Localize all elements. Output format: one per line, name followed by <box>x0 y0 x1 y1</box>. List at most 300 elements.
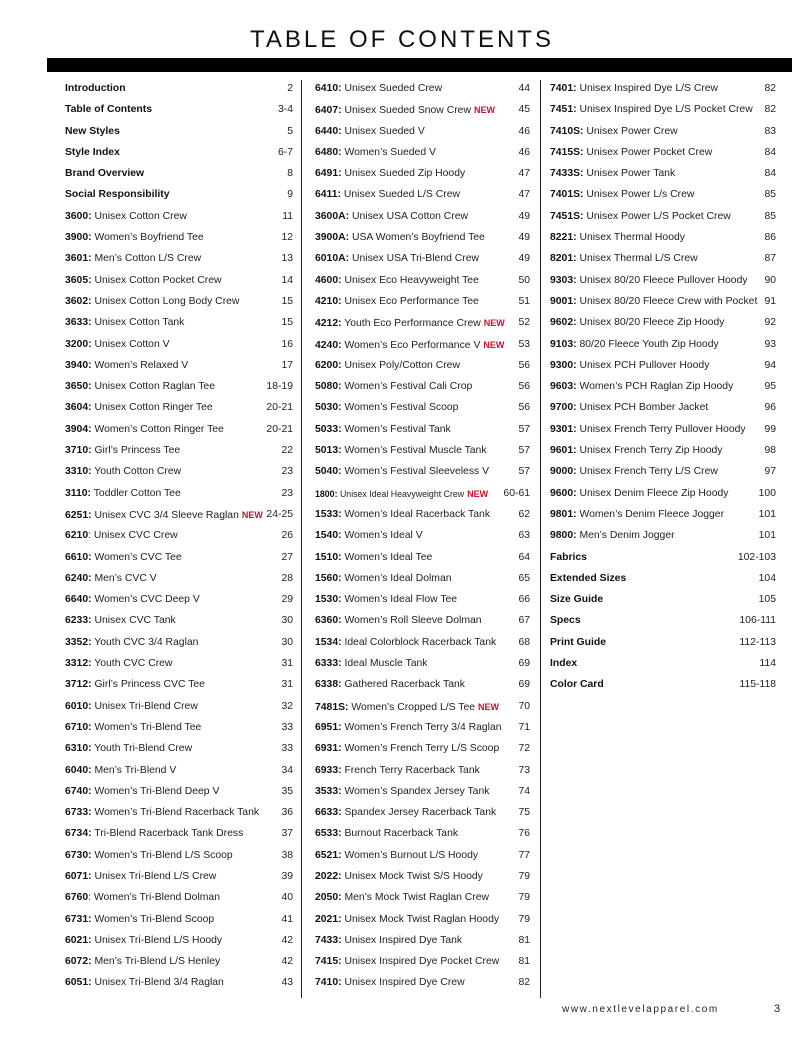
style-name: Unisex Sueded Zip Hoody <box>341 168 466 180</box>
toc-column-2 <box>315 80 530 996</box>
style-name: Women’s CVC Deep V <box>91 594 200 606</box>
toc-style-entry[interactable] <box>65 357 293 378</box>
style-code: 7401S: <box>550 189 584 201</box>
style-name: Women’s French Terry L/S Scoop <box>341 743 500 755</box>
toc-style-entry[interactable] <box>315 889 530 910</box>
style-code: 6360: <box>315 615 342 627</box>
new-badge: NEW <box>478 701 500 712</box>
style-code: 6640: <box>65 594 92 606</box>
style-name: Unisex USA Tri-Blend Crew <box>349 253 480 265</box>
style-name: Unisex Inspired Dye Pocket Crew <box>341 956 500 968</box>
page-ref: 40 <box>281 892 293 904</box>
toc-entry-label <box>315 612 482 630</box>
page-ref: 23 <box>281 466 293 478</box>
toc-style-entry[interactable] <box>315 932 530 953</box>
page-ref: 17 <box>281 359 293 371</box>
style-code: 3600A: <box>315 210 350 222</box>
page-ref: 51 <box>518 295 530 307</box>
toc-style-entry[interactable] <box>65 804 293 825</box>
page-ref: 57 <box>518 445 530 457</box>
style-name: Unisex PCH Bomber Jacket <box>576 402 709 414</box>
section-title: Extended Sizes <box>550 572 627 584</box>
toc-entry-label <box>65 868 216 886</box>
style-code: 7415S: <box>550 146 584 158</box>
toc-style-entry[interactable] <box>65 974 293 995</box>
style-name: Women’s PCH Raglan Zip Hoody <box>576 381 734 393</box>
page-ref: 26 <box>281 530 293 542</box>
toc-style-entry[interactable] <box>550 527 776 548</box>
toc-style-entry[interactable] <box>550 186 776 207</box>
toc-entry-label <box>65 527 178 545</box>
toc-entry-label <box>315 889 489 907</box>
toc-section-entry[interactable] <box>550 634 776 655</box>
page-ref: 50 <box>518 274 530 286</box>
toc-column-1 <box>65 80 293 996</box>
section-title: Table of Contents <box>65 104 152 116</box>
footer-url[interactable]: www.nextlevelapparel.com <box>562 1004 719 1015</box>
style-name: Women’s Spandex Jersey Tank <box>341 785 490 797</box>
toc-style-entry[interactable] <box>315 911 530 932</box>
toc-entry-label <box>65 293 239 311</box>
toc-style-entry[interactable] <box>550 442 776 463</box>
style-code: 9103: <box>550 338 577 350</box>
toc-entry-label <box>315 186 460 204</box>
toc-entry-label <box>315 506 490 524</box>
toc-style-entry[interactable] <box>550 123 776 144</box>
toc-style-entry[interactable] <box>550 506 776 527</box>
toc-entry-label <box>65 165 144 183</box>
style-name: Unisex Cotton Ringer Tee <box>91 402 213 414</box>
style-code: 7433S: <box>550 168 584 180</box>
page-ref: 56 <box>518 359 530 371</box>
toc-style-entry[interactable] <box>315 506 530 527</box>
style-code: 6734: <box>65 828 92 840</box>
toc-style-entry[interactable] <box>315 676 530 697</box>
toc-style-entry[interactable] <box>315 570 530 591</box>
style-name: Unisex Sueded L/S Crew <box>341 189 460 201</box>
page-ref: 82 <box>518 977 530 989</box>
toc-style-entry[interactable] <box>315 953 530 974</box>
toc-style-entry[interactable] <box>315 740 530 761</box>
toc-style-entry[interactable] <box>65 314 293 335</box>
toc-style-entry[interactable] <box>65 549 293 570</box>
toc-style-entry[interactable] <box>65 612 293 633</box>
page-ref: 9 <box>287 189 293 201</box>
toc-style-entry[interactable] <box>65 868 293 889</box>
toc-style-entry[interactable] <box>315 378 530 399</box>
toc-entry-label <box>550 123 678 141</box>
column-divider-2 <box>540 80 541 998</box>
toc-style-entry[interactable] <box>65 740 293 761</box>
toc-style-entry[interactable] <box>315 591 530 612</box>
toc-style-entry[interactable] <box>315 165 530 186</box>
toc-style-entry[interactable] <box>65 378 293 399</box>
new-badge: NEW <box>473 105 495 116</box>
toc-style-entry[interactable] <box>65 272 293 293</box>
style-code: 9000: <box>550 466 577 478</box>
toc-style-entry[interactable] <box>65 442 293 463</box>
toc-style-entry[interactable] <box>65 719 293 740</box>
style-name: Unisex Tri-Blend 3/4 Raglan <box>91 977 224 989</box>
style-name: Ideal Colorblock Racerback Tank <box>341 636 497 648</box>
toc-style-entry[interactable] <box>315 123 530 144</box>
toc-entry-label <box>65 676 205 694</box>
toc-style-entry[interactable] <box>65 953 293 974</box>
page-ref: 87 <box>764 253 776 265</box>
toc-style-entry[interactable] <box>315 250 530 271</box>
toc-section-entry[interactable] <box>65 101 293 122</box>
toc-entry-label <box>550 485 728 503</box>
style-name: Women’s Roll Sleeve Dolman <box>341 615 482 627</box>
toc-style-entry[interactable] <box>65 570 293 591</box>
toc-style-entry[interactable] <box>550 272 776 293</box>
page-ref: 90 <box>764 274 776 286</box>
style-code: 6200: <box>315 359 342 371</box>
toc-style-entry[interactable] <box>315 527 530 548</box>
style-code: 6407: <box>315 105 342 117</box>
toc-style-entry[interactable] <box>65 847 293 868</box>
toc-style-entry[interactable] <box>315 101 530 122</box>
toc-section-entry[interactable] <box>65 80 293 101</box>
toc-style-entry[interactable] <box>550 485 776 506</box>
toc-style-entry[interactable] <box>315 974 530 995</box>
page-ref: 115-118 <box>739 679 776 691</box>
toc-style-entry[interactable] <box>315 421 530 442</box>
style-code: 3310: <box>65 466 92 478</box>
style-code: 2021: <box>315 913 342 925</box>
toc-style-entry[interactable] <box>65 463 293 484</box>
toc-style-entry[interactable] <box>315 272 530 293</box>
toc-style-entry[interactable] <box>315 804 530 825</box>
page-ref: 3-4 <box>277 104 293 116</box>
style-name: Unisex Eco Performance Tee <box>341 295 479 307</box>
page-ref: 67 <box>518 615 530 627</box>
toc-section-entry[interactable] <box>550 549 776 570</box>
toc-style-entry[interactable] <box>65 911 293 932</box>
toc-section-entry[interactable] <box>65 165 293 186</box>
toc-style-entry[interactable] <box>65 825 293 846</box>
toc-section-entry[interactable] <box>65 186 293 207</box>
toc-entry-label <box>315 932 462 950</box>
toc-style-entry[interactable] <box>315 698 530 719</box>
toc-style-entry[interactable] <box>550 250 776 271</box>
toc-style-entry[interactable] <box>315 144 530 165</box>
toc-style-entry[interactable] <box>315 825 530 846</box>
toc-section-entry[interactable] <box>65 123 293 144</box>
page-ref: 39 <box>281 870 293 882</box>
toc-style-entry[interactable] <box>315 612 530 633</box>
style-name: Women’s Ideal Dolman <box>341 572 452 584</box>
toc-entry-label <box>315 719 502 737</box>
toc-style-entry[interactable] <box>65 676 293 697</box>
style-code: 9700: <box>550 402 577 414</box>
toc-style-entry[interactable] <box>65 208 293 229</box>
toc-style-entry[interactable] <box>65 527 293 548</box>
style-name: Unisex Cotton V <box>91 338 170 350</box>
toc-style-entry[interactable] <box>315 655 530 676</box>
toc-section-entry[interactable] <box>65 144 293 165</box>
toc-style-entry[interactable] <box>550 463 776 484</box>
toc-style-entry[interactable] <box>315 463 530 484</box>
toc-entry-label <box>65 804 259 822</box>
style-name: Unisex French Terry Zip Hoody <box>576 445 723 457</box>
toc-style-entry[interactable] <box>315 399 530 420</box>
toc-style-entry[interactable] <box>65 399 293 420</box>
style-name: Unisex Sueded Crew <box>341 83 443 94</box>
toc-section-entry[interactable] <box>550 655 776 676</box>
style-code: 6333: <box>315 658 342 670</box>
toc-entry-label <box>65 911 214 929</box>
page-ref: 82 <box>764 104 776 116</box>
toc-entry-label <box>315 229 485 247</box>
page-ref: 85 <box>764 189 776 201</box>
toc-style-entry[interactable] <box>315 229 530 250</box>
toc-entry-label <box>65 974 224 992</box>
toc-style-entry[interactable] <box>65 485 293 506</box>
style-code: 3604: <box>65 402 92 414</box>
toc-style-entry[interactable] <box>65 506 293 527</box>
toc-entry-label <box>550 655 577 673</box>
style-code: 9600: <box>550 487 577 499</box>
page-ref: 104 <box>758 572 776 584</box>
page-ref: 56 <box>518 402 530 414</box>
page-ref: 53 <box>518 338 530 350</box>
style-name: Unisex Power L/s Crew <box>583 189 695 201</box>
style-code: 6730: <box>65 849 92 861</box>
style-code: 7433: <box>315 934 342 946</box>
toc-style-entry[interactable] <box>315 485 530 506</box>
style-code: 6310: <box>65 743 92 755</box>
style-code: 9801: <box>550 508 577 520</box>
style-name: French Terry Racerback Tank <box>341 764 480 776</box>
toc-style-entry[interactable] <box>65 336 293 357</box>
toc-entry-label <box>550 165 675 183</box>
page-ref: 98 <box>764 445 776 457</box>
style-code: 3712: <box>65 679 92 691</box>
style-code: 4210: <box>315 295 342 307</box>
toc-entry-label <box>315 549 432 567</box>
toc-entry-label <box>550 293 757 311</box>
toc-style-entry[interactable] <box>65 591 293 612</box>
page-ref: 86 <box>764 232 776 244</box>
toc-style-entry[interactable] <box>550 421 776 442</box>
toc-style-entry[interactable] <box>550 80 776 101</box>
page-ref: 33 <box>281 721 293 733</box>
toc-entry-label <box>550 80 718 98</box>
style-code: 6710: <box>65 721 92 733</box>
toc-entry-label <box>550 612 581 630</box>
toc-entry-label <box>65 442 180 460</box>
toc-entry-label <box>65 250 201 268</box>
toc-entry-label <box>65 932 222 950</box>
toc-style-entry[interactable] <box>315 208 530 229</box>
toc-style-entry[interactable] <box>550 144 776 165</box>
style-code: 1510: <box>315 551 342 563</box>
toc-entry-label <box>315 123 425 141</box>
style-code: 5033: <box>315 423 342 435</box>
toc-style-entry[interactable] <box>65 293 293 314</box>
toc-style-entry[interactable] <box>550 378 776 399</box>
style-code: 6740: <box>65 785 92 797</box>
page-ref: 82 <box>764 83 776 94</box>
toc-style-entry[interactable] <box>550 314 776 335</box>
toc-entry-label <box>65 229 204 247</box>
toc-style-entry[interactable] <box>315 719 530 740</box>
toc-entry-label <box>315 421 451 439</box>
toc-section-entry[interactable] <box>550 612 776 633</box>
style-code: 6731: <box>65 913 92 925</box>
toc-entry-label <box>65 740 192 758</box>
new-badge: NEW <box>467 488 489 499</box>
toc-style-entry[interactable] <box>315 868 530 889</box>
style-name: Women’s Cotton Ringer Tee <box>91 423 224 435</box>
toc-style-entry[interactable] <box>65 932 293 953</box>
toc-entry-label <box>550 314 724 332</box>
page-ref: 8 <box>287 168 293 180</box>
toc-style-entry[interactable] <box>315 357 530 378</box>
style-name: : Unisex CVC Crew <box>88 530 178 542</box>
style-name: Men’s Cotton L/S Crew <box>91 253 202 265</box>
style-name: Men’s CVC V <box>91 572 157 584</box>
toc-entry-label <box>65 762 176 780</box>
toc-style-entry[interactable] <box>550 208 776 229</box>
toc-section-entry[interactable] <box>550 676 776 697</box>
toc-style-entry[interactable] <box>550 101 776 122</box>
page-number: 3 <box>774 1003 781 1015</box>
toc-entry-label <box>65 698 198 716</box>
style-name: Unisex 80/20 Fleece Zip Hoody <box>576 317 725 329</box>
page-ref: 20-21 <box>266 402 293 414</box>
style-code: 6733: <box>65 807 92 819</box>
toc-entry-label <box>550 144 712 162</box>
page-ref: 74 <box>518 785 530 797</box>
toc-entry-label <box>315 825 458 843</box>
style-name: Unisex French Terry L/S Crew <box>576 466 718 478</box>
toc-entry-label <box>65 506 263 525</box>
style-name: Women’s Cropped L/S Tee <box>348 701 476 713</box>
style-code: 9300: <box>550 359 577 371</box>
toc-style-entry[interactable] <box>550 336 776 357</box>
page-ref: 66 <box>518 594 530 606</box>
style-code: 3710: <box>65 445 92 457</box>
toc-style-entry[interactable] <box>550 399 776 420</box>
toc-style-entry[interactable] <box>315 549 530 570</box>
toc-style-entry[interactable] <box>550 357 776 378</box>
toc-entry-label <box>315 974 465 992</box>
page-ref: 38 <box>281 849 293 861</box>
style-name: Unisex Thermal Hoody <box>576 232 685 244</box>
style-code: 3650: <box>65 381 92 393</box>
toc-entry-label <box>315 911 499 929</box>
page-ref: 56 <box>518 381 530 393</box>
toc-style-entry[interactable] <box>315 762 530 783</box>
toc-style-entry[interactable] <box>65 889 293 910</box>
toc-entry-label <box>65 485 181 503</box>
style-name: Women’s Tri-Blend Scoop <box>91 913 215 925</box>
toc-entry-label <box>65 123 120 141</box>
toc-style-entry[interactable] <box>550 293 776 314</box>
toc-style-entry[interactable] <box>315 634 530 655</box>
page-ref: 97 <box>764 466 776 478</box>
toc-style-entry[interactable] <box>65 421 293 442</box>
toc-style-entry[interactable] <box>65 634 293 655</box>
toc-section-entry[interactable] <box>550 591 776 612</box>
style-name: Unisex Power Pocket Crew <box>583 146 713 158</box>
toc-entry-label <box>550 676 604 694</box>
toc-style-entry[interactable] <box>550 229 776 250</box>
style-name: Unisex Cotton Tank <box>91 317 185 329</box>
toc-style-entry[interactable] <box>315 442 530 463</box>
style-name: Youth Cotton Crew <box>91 466 182 478</box>
page-ref: 106-111 <box>739 615 776 627</box>
style-code: 7415: <box>315 956 342 968</box>
style-code: 5013: <box>315 445 342 457</box>
toc-entry-label <box>550 336 719 354</box>
toc-entry-label <box>65 953 220 971</box>
page-ref: 49 <box>518 210 530 222</box>
style-code: 6491: <box>315 168 342 180</box>
page-ref: 57 <box>518 423 530 435</box>
toc-style-entry[interactable] <box>65 762 293 783</box>
style-code: 4212: <box>315 318 342 330</box>
toc-entry-label <box>65 570 157 588</box>
toc-style-entry[interactable] <box>65 783 293 804</box>
toc-entry-label <box>315 378 472 396</box>
style-code: 6051: <box>65 977 92 989</box>
toc-entry-label <box>65 421 224 439</box>
toc-entry-label <box>550 421 746 439</box>
toc-entry-label <box>315 804 496 822</box>
style-name: Girl’s Princess Tee <box>91 445 181 457</box>
style-name: Burnout Racerback Tank <box>341 828 459 840</box>
page-ref: 29 <box>281 594 293 606</box>
toc-style-entry[interactable] <box>315 80 530 101</box>
toc-entry-label <box>65 719 201 737</box>
page-ref: 12 <box>281 232 293 244</box>
page-ref: 76 <box>518 828 530 840</box>
toc-style-entry[interactable] <box>315 336 530 357</box>
toc-section-entry[interactable] <box>550 570 776 591</box>
toc-style-entry[interactable] <box>315 293 530 314</box>
section-title: Print Guide <box>550 636 606 648</box>
style-name: Unisex Cotton Crew <box>91 210 187 222</box>
style-name: Women’s Relaxed V <box>91 359 189 371</box>
toc-style-entry[interactable] <box>65 655 293 676</box>
toc-entry-label <box>550 101 753 119</box>
toc-entry-label <box>315 868 483 886</box>
style-code: 6251: <box>65 509 92 521</box>
toc-entry-label <box>65 186 170 204</box>
toc-style-entry[interactable] <box>65 698 293 719</box>
toc-style-entry[interactable] <box>550 165 776 186</box>
page-ref: 83 <box>764 125 776 137</box>
page-ref: 71 <box>518 721 530 733</box>
toc-entry-label <box>65 336 170 354</box>
toc-style-entry[interactable] <box>315 186 530 207</box>
style-name: Women’s Tri-Blend Tee <box>91 721 202 733</box>
style-code: 8221: <box>550 232 577 244</box>
style-code: 6071: <box>65 870 92 882</box>
style-name: USA Women’s Boyfriend Tee <box>349 232 485 244</box>
toc-entry-label <box>550 463 718 481</box>
toc-style-entry[interactable] <box>65 250 293 271</box>
toc-style-entry[interactable] <box>315 314 530 335</box>
toc-style-entry[interactable] <box>315 847 530 868</box>
style-name: Unisex Poly/Cotton Crew <box>341 359 460 371</box>
style-code: 6338: <box>315 679 342 691</box>
toc-style-entry[interactable] <box>315 783 530 804</box>
toc-style-entry[interactable] <box>65 229 293 250</box>
